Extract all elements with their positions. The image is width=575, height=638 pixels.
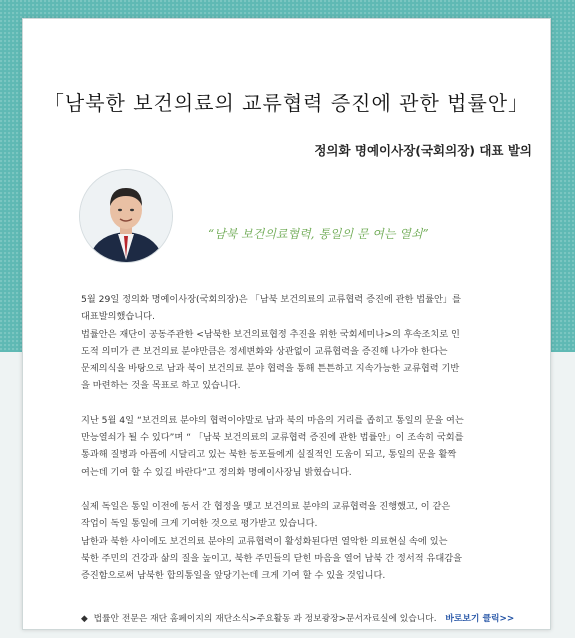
portrait-photo — [79, 169, 173, 263]
text-line: 문제의식을 바탕으로 남과 북이 보건의료 분야 협력을 통해 튼튼하고 지속가능한 교류협력 기반 — [81, 363, 460, 375]
quote-text: “남북 보건의료협력, 통일의 문 여는 열쇠” — [208, 227, 429, 241]
text-line: 을 마련하는 것을 목표로 하고 있습니다. — [81, 380, 241, 392]
text-line: 증진함으로써 남북한 합의통일을 앞당기는데 크게 기여 할 수 있을 것입니다. — [81, 570, 386, 582]
footer-text: 법률안 전문은 재단 홈페이지의 재단소식>주요활동 과 정보광장>문서자료실에 있습니다. — [93, 614, 437, 624]
bullet-icon: ◆ — [81, 614, 88, 624]
text-line: 실제 독일은 통일 이전에 동서 간 협정을 맺고 보건의료 분야의 교류협력을 진행했고, 이 같은 — [81, 500, 451, 512]
paragraph — [81, 498, 531, 584]
text-line: 북한 주민의 건강과 삶의 질을 높이고, 북한 주민들의 닫힌 마음을 열어 남북 간 정서적 유대감을 — [81, 552, 463, 564]
text-line: 통과해 질병과 아픔에 시달리고 있는 북한 동포들에게 실질적인 도움이 되고, 통일의 문을 활짝 — [81, 449, 457, 461]
content-card — [22, 18, 551, 630]
text-line: 작업이 독일 통일에 크게 기여한 것으로 평가받고 있습니다. — [81, 518, 318, 530]
text-line: 만능열쇠가 될 수 있다”며 “ 「남북 보건의료의 교류협력 증진에 관한 법률안」이 조속히 국회를 — [81, 432, 464, 444]
text-line: 법률안은 재단이 공동주관한 <남북한 보건의료협정 추진을 위한 국회세미나>의 후속조치로 인 — [81, 328, 460, 340]
page-title: 「남북한 보건의료의 교류협력 증진에 관한 법률안」 — [43, 91, 530, 115]
portrait-illustration — [80, 170, 172, 262]
text-line: 지난 5월 4일 “보건의료 분야의 협력이야말로 남과 북의 마음의 거리를 좁히고 통일의 문을 여는 — [81, 414, 464, 426]
paragraph — [81, 291, 531, 395]
page-subtitle: 정의화 명예이사장(국회의장) 대표 발의 — [314, 143, 532, 158]
text-line: 도적 의미가 큰 보건의료 분야만큼은 정세변화와 상관없이 교류협력을 증진해 나가야 한다는 — [81, 345, 448, 357]
paragraph — [81, 412, 531, 481]
footer-note — [81, 611, 541, 624]
text-line: 남한과 북한 사이에도 보건의료 분야의 교류협력이 활성화된다면 열악한 의료현실 속에 있는 — [81, 535, 448, 547]
view-link[interactable]: 바로보기 클릭>> — [445, 614, 515, 624]
text-line: 대표발의했습니다. — [81, 311, 155, 323]
text-line: 5월 29일 정의화 명예이사장(국회의장)은 「남북 보건의료의 교류협력 증진에 관한 법률안」를 — [81, 294, 461, 305]
text-line: 여는데 기여 할 수 있길 바란다”고 정의화 명예이사장님 밝혔습니다. — [81, 466, 352, 478]
article-body — [81, 291, 531, 601]
